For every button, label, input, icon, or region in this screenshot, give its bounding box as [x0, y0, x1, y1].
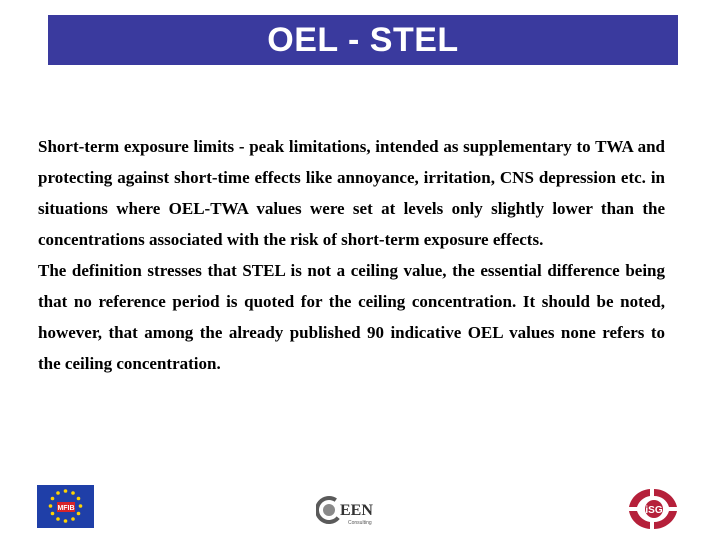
body-paragraph-2: The definition stresses that STEL is not a ceiling value, the essential difference being that no reference period is quoted for the ceiling concentration. It should be noted, however, that among the already published 90 indicative OEL values none refers to the ceiling concentration. — [38, 261, 665, 373]
slide-title: OEL - STEL — [267, 20, 459, 59]
ceen-consulting-logo — [316, 495, 386, 527]
slide-body — [38, 131, 665, 379]
ceen-logo-text: EEN — [340, 502, 373, 519]
mfib-logo-text: MFIB — [57, 505, 75, 512]
body-paragraph-1: Short-term exposure limits - peak limitations, intended as supplementary to TWA and protecting against short-time effects like annoyance, irritation, CNS depression etc. in situations where OEL-TWA values were set at levels only slightly lower than the concentrations associated with the risk of short-term exposure effects. — [38, 137, 665, 249]
isg-logo-text: iSG — [645, 505, 663, 516]
ceen-logo-subtext: Consulting — [348, 520, 372, 526]
isg-logo — [625, 485, 683, 533]
eu-flag-mfib-logo — [37, 485, 94, 528]
title-bar — [48, 15, 678, 65]
